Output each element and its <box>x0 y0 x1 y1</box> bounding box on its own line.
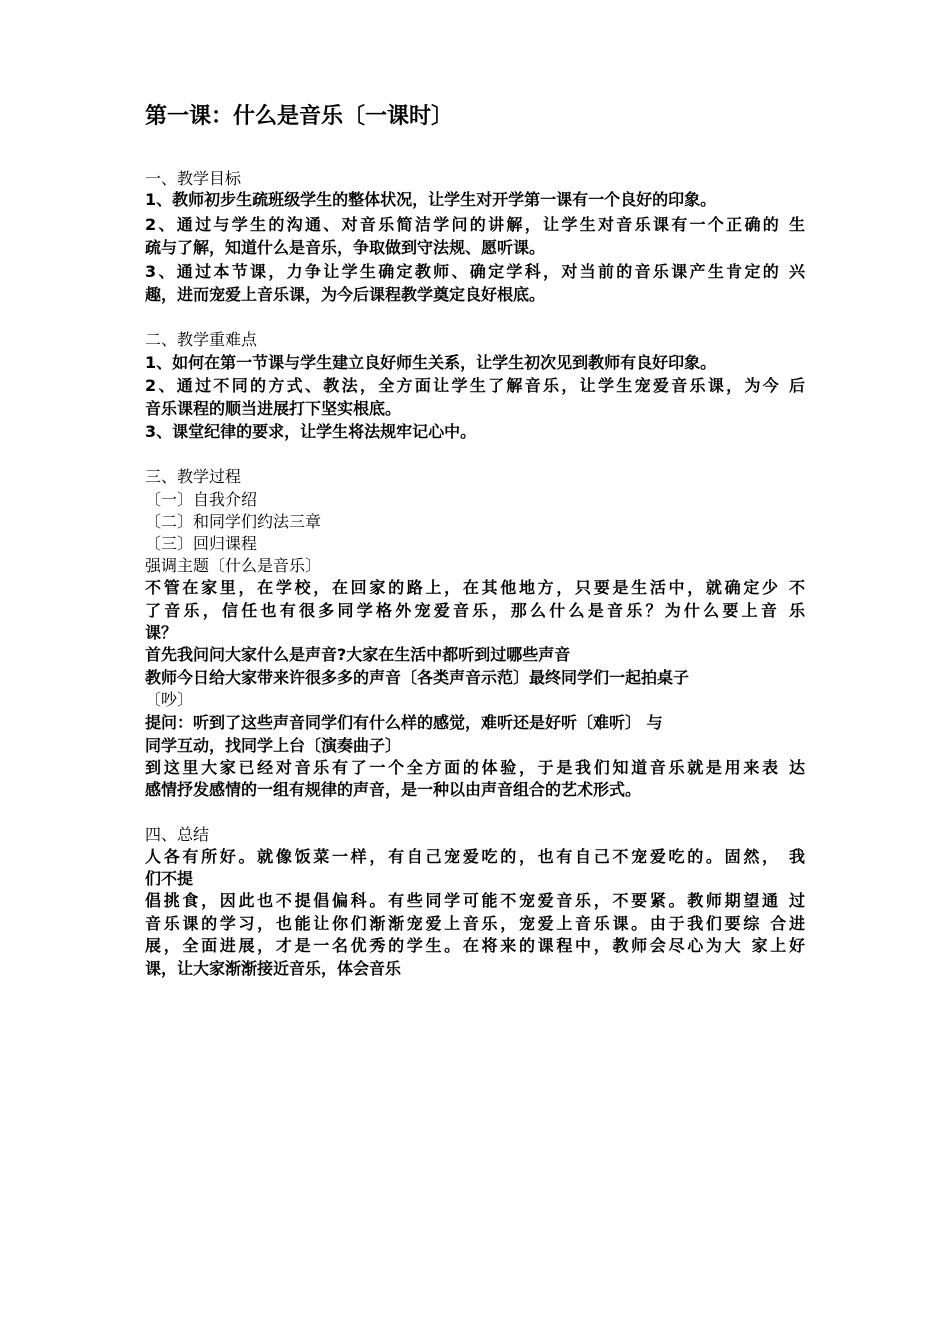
text-line: 首先我问问大家什么是声音?大家在生活中都听到过哪些声音 <box>145 645 571 664</box>
text-line: 〔一〕自我介绍 <box>145 490 258 509</box>
text-line: 四、总结 <box>145 825 210 844</box>
text-line: 2、通过不同的方式、教法，全方面让学生了解音乐，让学生宠爱音乐课，为今 后 <box>145 376 805 395</box>
text-line: 〔吵〕 <box>145 690 194 709</box>
text-line: 音乐课程的顺当进展打下坚实根底。 <box>145 399 402 418</box>
text-line: 同学互动，找同学上台〔演奏曲子〕 <box>145 736 402 755</box>
text-line: 音乐课的学习，也能让你们渐渐宠爱上音乐，宠爱上音乐课。由于我们要综 合进 <box>145 914 805 933</box>
text-line: 1、教师初步生疏班级学生的整体状况，让学生对开学第一课有一个良好的印象。 <box>145 190 717 209</box>
text-line: 课，让大家渐渐接近音乐，体会音乐 <box>145 959 402 978</box>
text-line: 1、如何在第一节课与学生建立良好师生关系，让学生初次见到教师有良好印象。 <box>145 353 717 372</box>
text-line: 〔二〕和同学们约法三章 <box>145 512 322 531</box>
text-line: 二、教学重难点 <box>145 330 258 349</box>
text-line: 3、通过本节课，力争让学生确定教师、确定学科，对当前的音乐课产生肯定的 兴 <box>145 262 805 281</box>
text-line: 感情抒发感情的一组有规律的声音，是一种以由声音组合的艺术形式。 <box>145 780 642 799</box>
text-line: 强调主题〔什么是音乐〕 <box>145 556 322 575</box>
text-line: 人各有所好。就像饭菜一样，有自己宠爱吃的，也有自己不宠爱吃的。固然， 我 <box>145 847 805 866</box>
text-line: 三、教学过程 <box>145 467 242 486</box>
text-line: 课？ <box>145 623 178 642</box>
text-line: 了音乐，信任也有很多同学格外宠爱音乐，那么什么是音乐？为什么要上音 乐 <box>145 601 805 620</box>
text-line: 疏与了解，知道什么是音乐，争取做到守法规、愿听课。 <box>145 238 546 257</box>
text-line: 到这里大家已经对音乐有了一个全方面的体验，于是我们知道音乐就是用来表 达 <box>145 758 805 777</box>
page-title: 第一课：什么是音乐〔一课时〕 <box>145 104 454 129</box>
text-line: 〔三〕回归课程 <box>145 534 258 553</box>
text-line: 提问：听到了这些声音同学们有什么样的感觉，难听还是好听〔难听〕 与 <box>145 713 663 732</box>
text-line: 3、课堂纪律的要求，让学生将法规牢记心中。 <box>145 422 477 441</box>
text-line: 趣，进而宠爱上音乐课，为今后课程教学奠定良好根底。 <box>145 285 546 304</box>
text-line: 展，全面进展，才是一名优秀的学生。在将来的课程中，教师会尽心为大 家上好 <box>145 936 805 955</box>
text-line: 倡挑食，因此也不提倡偏科。有些同学可能不宠爱音乐，不要紧。教师期望通 过 <box>145 891 805 910</box>
text-line: 教师今日给大家带来许很多多的声音〔各类声音示范〕最终同学们一起拍桌子 <box>145 668 690 687</box>
text-line: 不管在家里，在学校，在回家的路上，在其他地方，只要是生活中，就确定少 不 <box>145 578 805 597</box>
text-line: 们不提 <box>145 869 194 888</box>
text-line: 2、通过与学生的沟通、对音乐简洁学问的讲解，让学生对音乐课有一个正确的 生 <box>145 215 805 234</box>
text-line: 一、教学目标 <box>145 169 242 188</box>
